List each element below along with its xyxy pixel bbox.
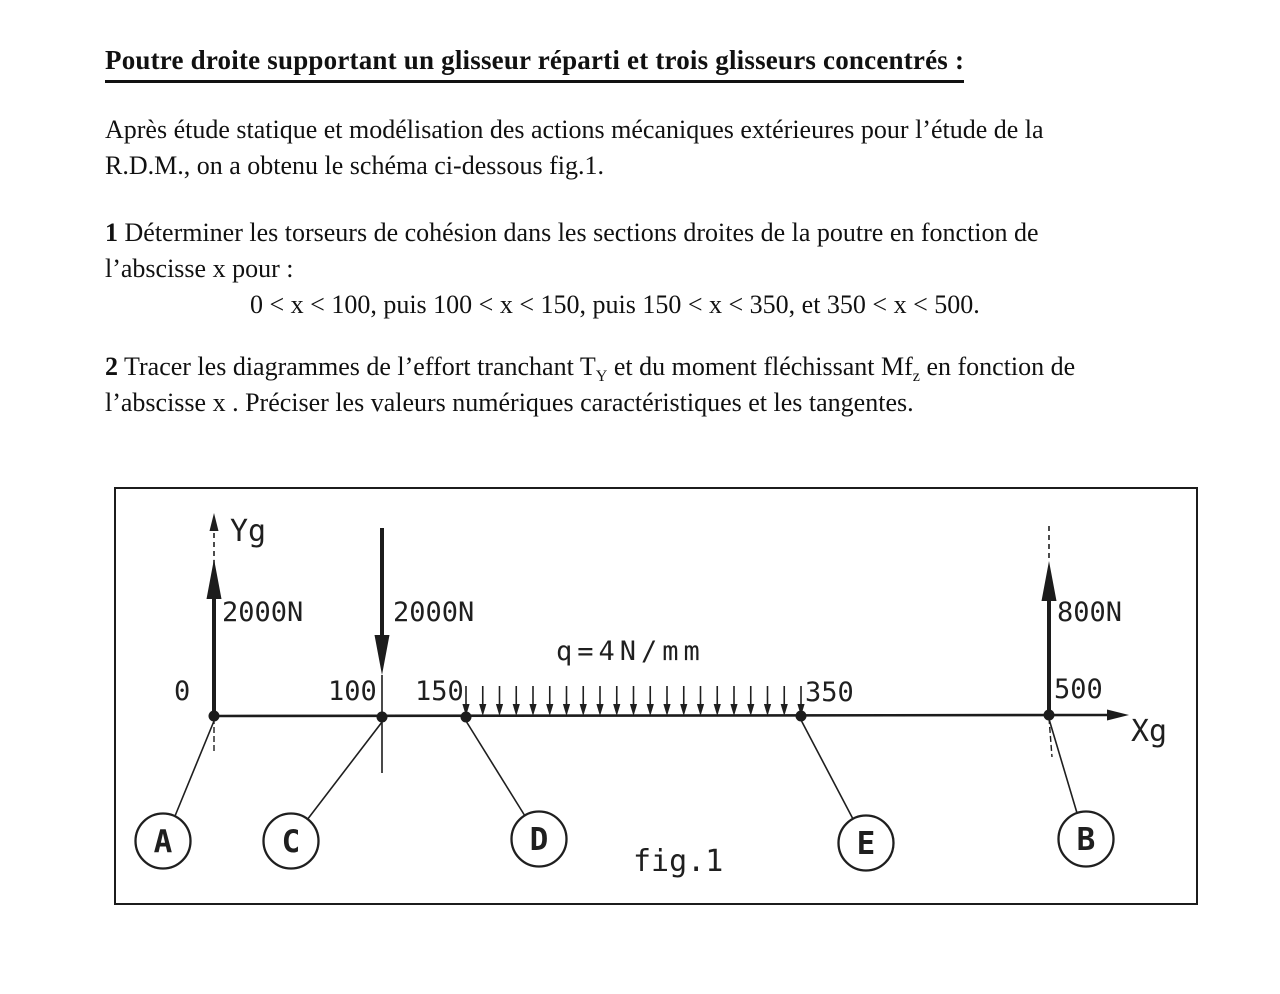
point-label-a: A	[153, 824, 173, 860]
abscissa-e-label: 350	[805, 677, 854, 708]
point-label-e: E	[856, 826, 876, 862]
question-1	[105, 215, 1039, 323]
question-1-line-1	[105, 215, 1039, 251]
force-c-value: 2000N	[393, 597, 475, 628]
question-1-text: Déterminer les torseurs de cohésion dans les sections droites de la poutre en fonction de	[118, 218, 1039, 247]
intro-paragraph	[105, 112, 1044, 184]
force-arrow-c-down	[375, 528, 390, 773]
exercise-title	[105, 42, 964, 83]
abscissa-origin-label: 0	[174, 676, 191, 707]
point-label-c: C	[281, 824, 301, 860]
force-arrow-a-up	[207, 559, 222, 716]
distributed-load-arrows	[462, 686, 804, 716]
y-axis-arrowhead-icon	[210, 513, 219, 531]
question-2-text-b: et du moment fléchissant Mf	[607, 352, 913, 381]
force-b-value: 800N	[1057, 597, 1123, 628]
beam-line	[214, 715, 1112, 716]
y-axis-label: Yg	[230, 514, 267, 549]
question-1-formula: 0 < x < 100, puis 100 < x < 150, puis 150 < x < 350, et 350 < x < 500.	[250, 290, 980, 319]
beam-diagram	[116, 489, 1196, 903]
figure-1-frame	[114, 487, 1198, 905]
intro-line-1: Après étude statique et modélisation des actions mécaniques extérieures pour l’étude de la	[105, 115, 1044, 144]
intro-line-2: R.D.M., on a obtenu le schéma ci-dessous fig.1.	[105, 151, 604, 180]
point-label-b: B	[1076, 822, 1096, 858]
exercise-title-text: Poutre droite supportant un glisseur réparti et trois glisseurs concentrés :	[105, 42, 964, 83]
force-arrow-b-up	[1042, 526, 1057, 757]
bending-moment-subscript: z	[912, 368, 920, 386]
abscissa-c-label: 100	[328, 676, 377, 707]
leader-lines	[175, 719, 1077, 820]
question-2	[105, 349, 1075, 421]
question-1-line-2: l’abscisse x pour :	[105, 254, 294, 283]
abscissa-d-label: 150	[415, 676, 464, 707]
x-axis-label: Xg	[1131, 714, 1168, 749]
abscissa-b-label: 500	[1054, 674, 1103, 705]
force-a-value: 2000N	[222, 597, 304, 628]
question-2-number: 2	[105, 352, 118, 381]
question-2-text-a: Tracer les diagrammes de l’effort tranchant T	[118, 352, 596, 381]
point-label-d: D	[529, 822, 549, 858]
distributed-load-label: q=4N/mm	[556, 636, 705, 667]
shear-force-subscript: Y	[595, 368, 608, 386]
x-axis-arrowhead-icon	[1107, 710, 1129, 721]
question-1-number: 1	[105, 218, 118, 247]
question-2-text-c: en fonction de	[919, 352, 1076, 381]
question-2-line-1	[105, 349, 1075, 385]
figure-caption: fig.1	[633, 844, 724, 879]
question-2-line-2: l’abscisse x . Préciser les valeurs numériques caractéristiques et les tangentes.	[105, 388, 914, 417]
